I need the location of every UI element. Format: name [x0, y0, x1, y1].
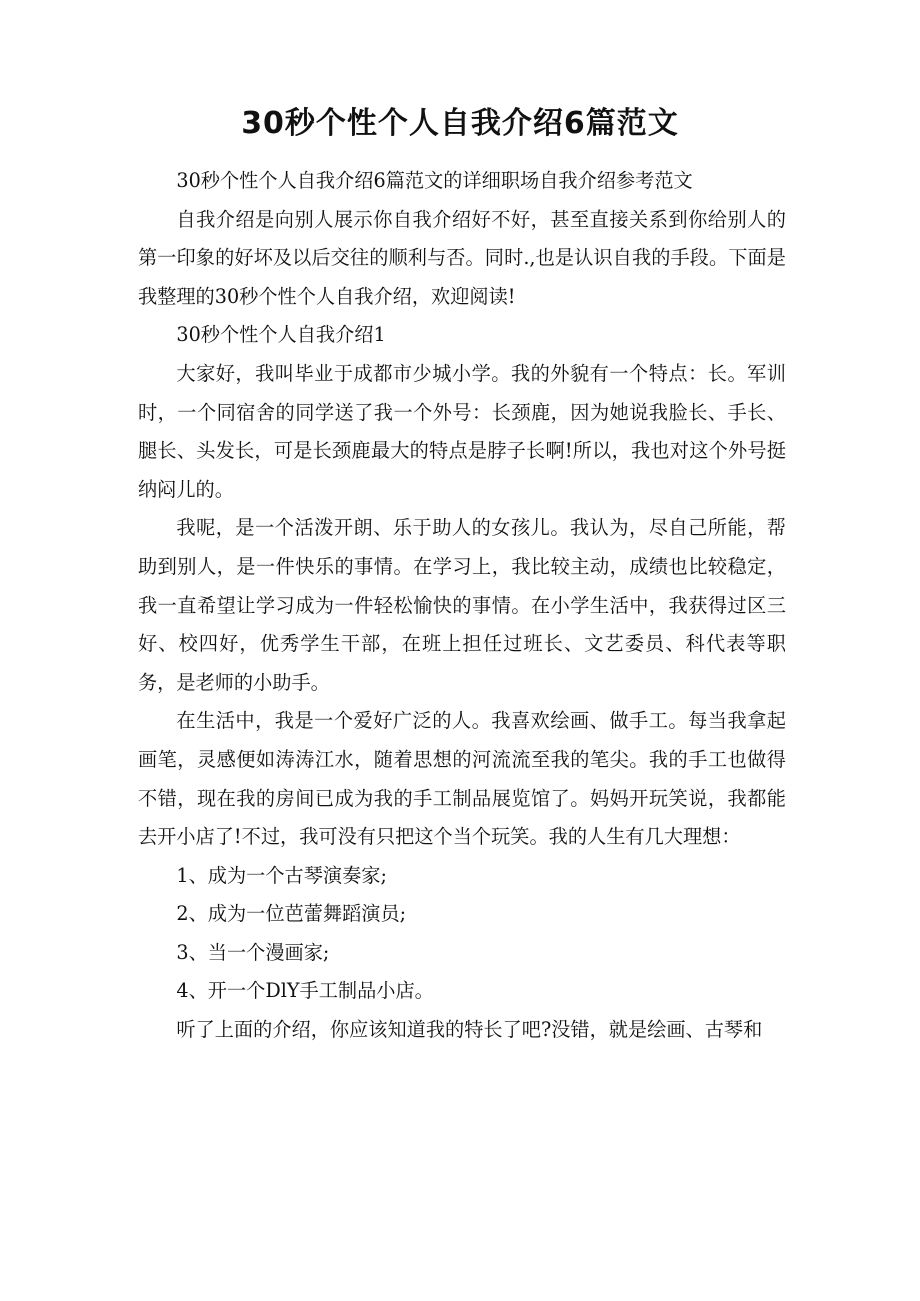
section-heading-1: 30秒个性个人自我介绍1	[176, 323, 386, 347]
body-paragraph: 大家好，我叫毕业于成都市少城小学。我的外貌有一个特点：长。军训时，一个同宿舍的同学送了我一个外号：长颈鹿，因为她说我脸长、手长、腿长、头发长，可是长颈鹿最大的特点是脖子长啊!所以，我也对这个外号挺纳闷儿的。	[138, 361, 786, 501]
body-paragraph: 我呢，是一个活泼开朗、乐于助人的女孩儿。我认为，尽自己所能，帮助到别人，是一件快乐的事情。在学习上，我比较主动，成绩也比较稳定，我一直希望让学习成为一件轻松愉快的事情。在小学生活中，我获得过区三好、校四好，优秀学生干部，在班上担任过班长、文艺委员、科代表等职务，是老师的小助手。	[138, 516, 786, 694]
list-item: 2、成为一位芭蕾舞蹈演员;	[176, 902, 407, 926]
body-paragraph: 听了上面的介绍，你应该知道我的特长了吧?没错，就是绘画、古琴和	[176, 1018, 763, 1042]
list-item: 3、当一个漫画家;	[176, 940, 330, 964]
intro-paragraph: 自我介绍是向别人展示你自我介绍好不好，甚至直接关系到你给别人的第一印象的好坏及以后交往的顺利与否。同时.,也是认识自我的手段。下面是我整理的30秒个性个人自我介绍，欢迎阅读!	[138, 207, 786, 308]
intro-subtitle-paragraph: 30秒个性个人自我介绍6篇范文的详细职场自我介绍参考范文	[176, 169, 693, 192]
document-body	[138, 162, 786, 1050]
body-paragraph: 在生活中，我是一个爱好广泛的人。我喜欢绘画、做手工。每当我拿起画笔，灵感便如涛涛江水，随着思想的河流流至我的笔尖。我的手工也做得不错，现在我的房间已成为我的手工制品展览馆了。妈妈开玩笑说，我都能去开小店了!不过，我可没有只把这个当个玩笑。我的人生有几大理想：	[138, 709, 786, 849]
list-item: 1、成为一个古琴演奏家;	[176, 863, 387, 887]
list-item: 4、开一个DlY手工制品小店。	[176, 979, 434, 1003]
document-title: 30秒个性个人自我介绍6篇范文	[241, 106, 679, 141]
